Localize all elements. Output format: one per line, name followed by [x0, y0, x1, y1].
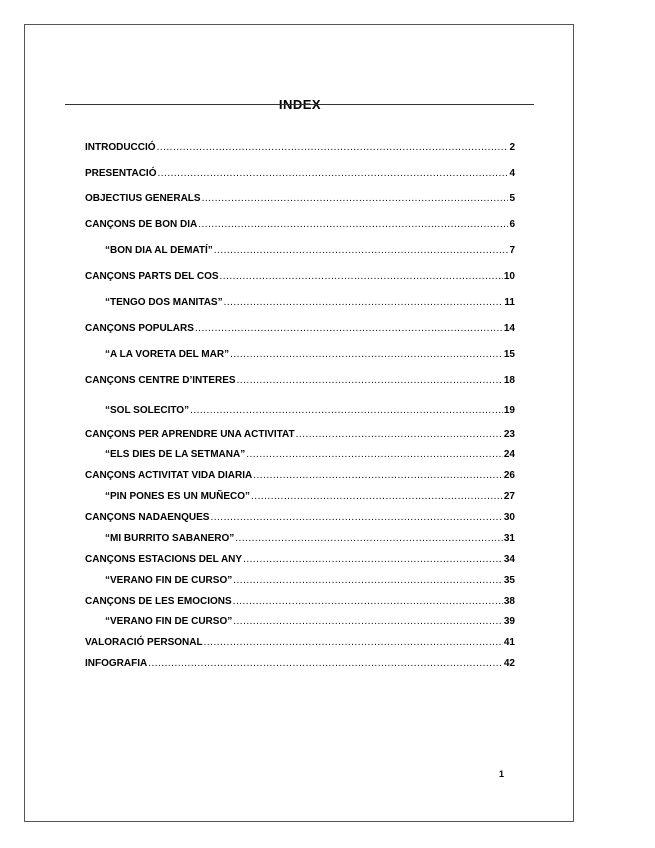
- toc-entry-page: 26: [503, 470, 515, 481]
- toc-leader-dots: [243, 554, 503, 566]
- page-number: 1: [499, 769, 505, 779]
- toc-leader-dots: [204, 637, 503, 649]
- toc-entry-label: OBJECTIUS GENERALS: [85, 193, 201, 204]
- toc-leader-dots: [198, 219, 508, 231]
- toc-entry-label: “BON DIA AL DEMATÍ”: [105, 245, 213, 256]
- title-divider: [65, 104, 534, 105]
- toc-entry: [85, 637, 515, 649]
- toc-entry: [85, 142, 515, 154]
- toc-entry-page: 27: [503, 491, 515, 502]
- toc-entry-page: 7: [509, 245, 515, 256]
- toc-entry: [105, 533, 515, 545]
- toc-leader-dots: [202, 193, 509, 205]
- toc-entry: [85, 219, 515, 231]
- toc-leader-dots: [224, 297, 504, 309]
- toc-leader-dots: [148, 658, 503, 670]
- toc-entry: [85, 193, 515, 205]
- toc-entry: [85, 658, 515, 670]
- toc-leader-dots: [214, 245, 509, 257]
- toc-entry-label: “A LA VORETA DEL MAR”: [105, 349, 230, 360]
- toc-entry-page: 30: [503, 512, 515, 523]
- toc-entry-label: INTRODUCCIÓ: [85, 142, 156, 153]
- toc-entry-page: 4: [509, 168, 515, 179]
- toc-entry-page: 11: [504, 297, 515, 308]
- toc-entry-page: 18: [503, 375, 515, 386]
- toc-entry-page: 10: [503, 271, 515, 282]
- toc-entry: [105, 245, 515, 257]
- toc-leader-dots: [233, 616, 503, 628]
- toc-entry: [105, 297, 515, 309]
- toc-leader-dots: [190, 405, 503, 417]
- toc-entry: [85, 470, 515, 482]
- toc-entry-label: “PIN PONES ES UN MUÑECO”: [105, 491, 251, 502]
- toc-entry: [85, 375, 515, 387]
- toc-entry-page: 41: [503, 637, 515, 648]
- toc-entry: [105, 449, 515, 461]
- toc-entry-label: CANÇONS DE LES EMOCIONS: [85, 596, 232, 607]
- toc-leader-dots: [253, 470, 503, 482]
- toc-entry-page: 34: [503, 554, 515, 565]
- toc-entry-page: 19: [503, 405, 515, 416]
- toc-entry: [85, 554, 515, 566]
- toc-leader-dots: [210, 512, 502, 524]
- toc-entry-label: “SOL SOLECITO”: [105, 405, 190, 416]
- toc-entry: [105, 405, 515, 417]
- toc-entry-label: CANÇONS PARTS DEL COS: [85, 271, 219, 282]
- toc-leader-dots: [157, 142, 509, 154]
- toc-entry-label: CANÇONS POPULARS: [85, 323, 194, 334]
- toc-entry: [85, 429, 515, 441]
- toc-entry: [105, 491, 515, 503]
- toc-entry: [105, 349, 515, 361]
- toc-leader-dots: [233, 596, 503, 608]
- toc-entry-page: 38: [503, 596, 515, 607]
- toc-entry: [105, 575, 515, 587]
- toc-entry-label: CANÇONS ESTACIONS DEL ANY: [85, 554, 243, 565]
- toc-entry: [85, 512, 515, 524]
- toc-entry-page: 39: [503, 616, 515, 627]
- toc-entry: [85, 271, 515, 283]
- toc-entry-label: VALORACIÓ PERSONAL: [85, 637, 203, 648]
- toc-entry-label: CANÇONS PER APRENDRE UNA ACTIVITAT: [85, 429, 295, 440]
- toc-entry-label: “TENGO DOS MANITAS”: [105, 297, 223, 308]
- toc-entry: [85, 323, 515, 335]
- toc-leader-dots: [195, 323, 503, 335]
- toc-entry-page: 6: [509, 219, 515, 230]
- toc-entry-label: “MI BURRITO SABANERO”: [105, 533, 235, 544]
- toc-entry: [105, 616, 515, 628]
- toc-entry-label: PRESENTACIÓ: [85, 168, 157, 179]
- toc-entry-page: 15: [503, 349, 515, 360]
- toc-leader-dots: [235, 533, 503, 545]
- toc-entry-page: 31: [503, 533, 515, 544]
- toc-entry-page: 14: [503, 323, 515, 334]
- document-page: [24, 24, 574, 822]
- toc-entry-page: 23: [503, 429, 515, 440]
- toc-entry-label: CANÇONS CENTRE D’INTERES: [85, 375, 236, 386]
- toc-entry-label: “VERANO FIN DE CURSO”: [105, 575, 233, 586]
- toc-entry-label: “VERANO FIN DE CURSO”: [105, 616, 233, 627]
- toc-entry-label: INFOGRAFIA: [85, 658, 148, 669]
- toc-entry: [85, 596, 515, 608]
- toc-entry: [85, 168, 515, 180]
- toc-entry-page: 42: [503, 658, 515, 669]
- toc-leader-dots: [220, 271, 503, 283]
- toc-entry-page: 24: [503, 449, 515, 460]
- toc-leader-dots: [246, 449, 503, 461]
- toc-leader-dots: [158, 168, 509, 180]
- toc-entry-label: “ELS DIES DE LA SETMANA”: [105, 449, 246, 460]
- toc-leader-dots: [251, 491, 503, 503]
- toc-leader-dots: [296, 429, 503, 441]
- toc-leader-dots: [233, 575, 503, 587]
- toc-entry-label: CANÇONS NADAENQUES: [85, 512, 210, 523]
- toc-entry-label: CANÇONS ACTIVITAT VIDA DIARIA: [85, 470, 253, 481]
- toc-entry-page: 35: [503, 575, 515, 586]
- toc-leader-dots: [230, 349, 503, 361]
- page-title: INDEX: [278, 97, 322, 112]
- toc-entry-page: 5: [509, 193, 515, 204]
- toc-entry-page: 2: [509, 142, 515, 153]
- toc-leader-dots: [237, 375, 503, 387]
- toc-entry-label: CANÇONS DE BON DIA: [85, 219, 198, 230]
